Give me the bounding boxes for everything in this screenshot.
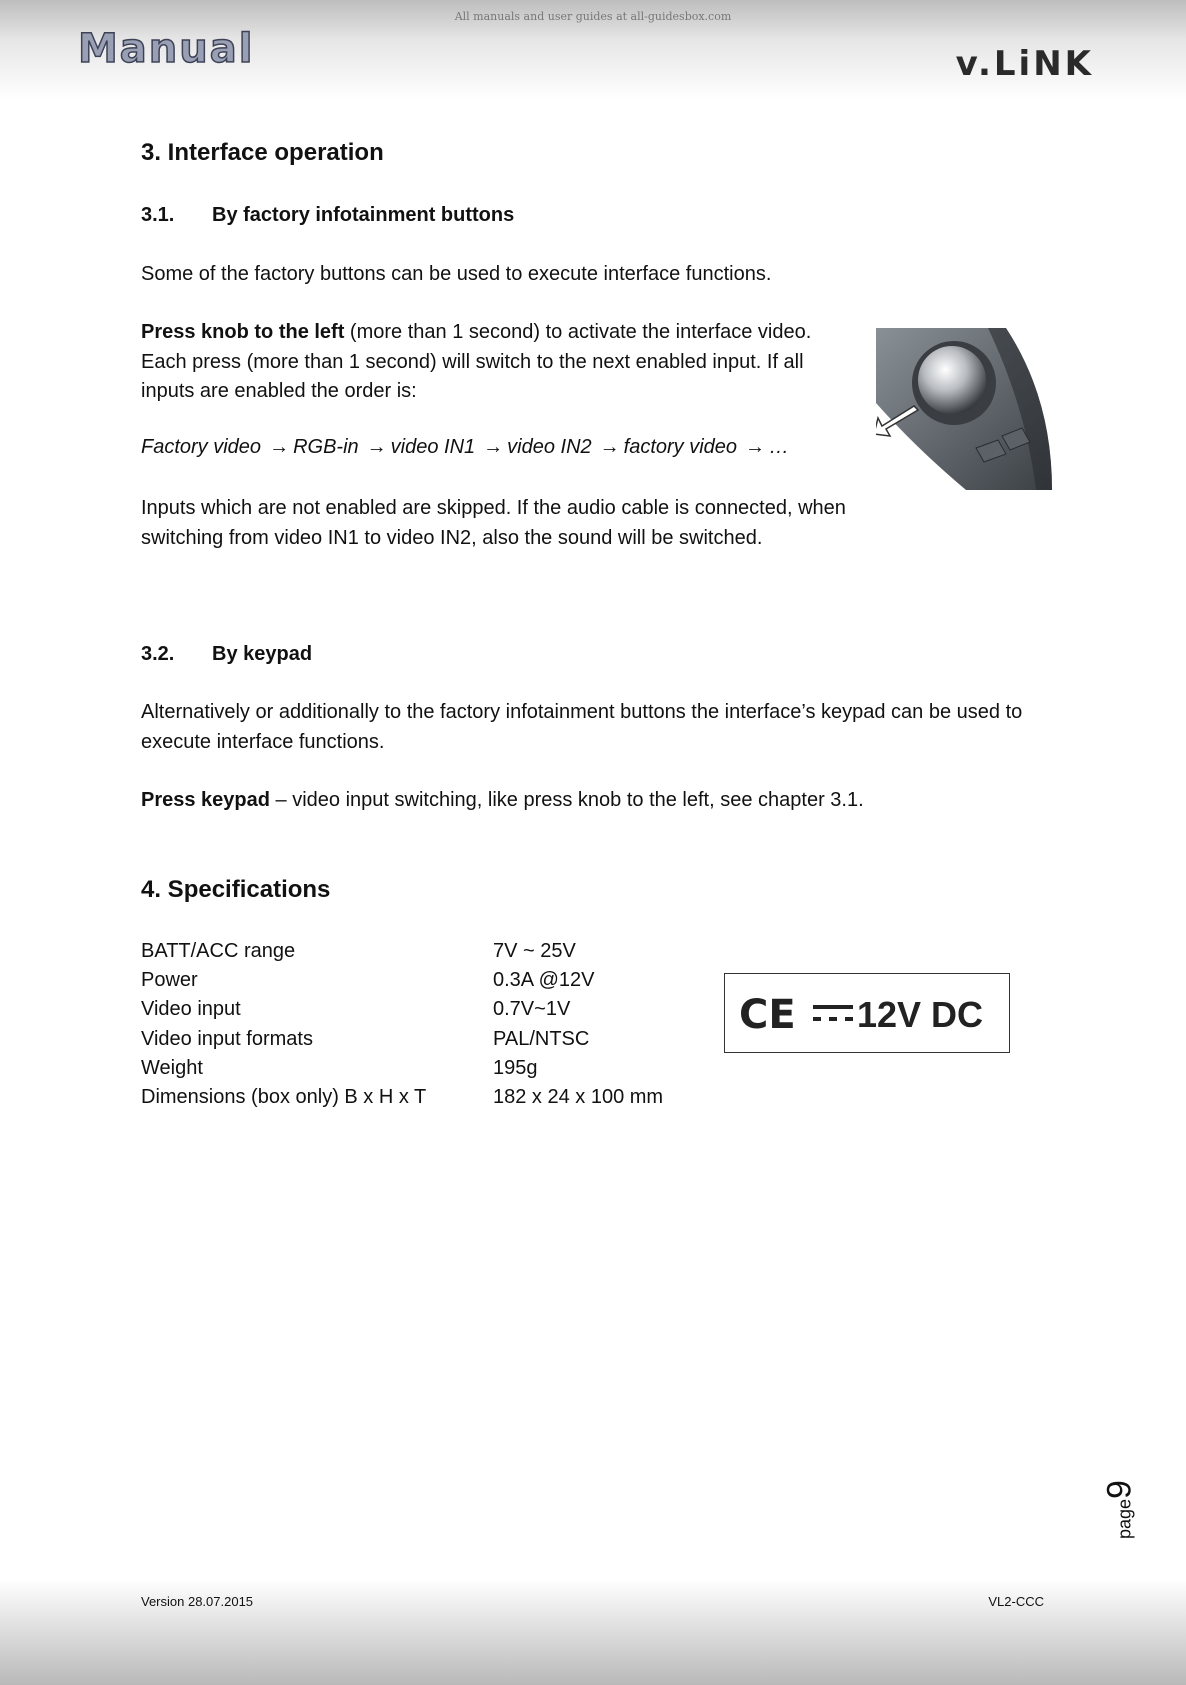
spec-value: 182 x 24 x 100 mm (493, 1086, 664, 1108)
arrow-right-icon: → (483, 436, 504, 458)
arrow-right-icon: → (599, 436, 620, 458)
section-3-title: 3. Interface operation (141, 139, 384, 166)
section-4-title: 4. Specifications (141, 876, 331, 903)
chain-item: … (769, 436, 790, 458)
press-keypad-text: – video input switching, like press knob to the left, see chapter 3.1. (269, 789, 864, 811)
spec-label: Video input formats (141, 1028, 313, 1050)
version-text: Version 28.07.2015 (141, 1594, 254, 1609)
press-knob-bold: Press knob to the left (141, 321, 345, 343)
ce-voltage-text: 12V DC (857, 994, 984, 1035)
section-3-1-heading (141, 204, 514, 227)
input-order-chain (141, 436, 789, 459)
arrow-right-icon: → (269, 436, 290, 458)
chain-item: video IN1 (390, 436, 476, 458)
spec-value: 0.7V~1V (493, 998, 571, 1020)
spec-label: Power (141, 969, 198, 991)
press-keypad-bold: Press keypad (141, 789, 270, 811)
arrow-right-icon: → (745, 436, 766, 458)
page-word: page (1114, 1498, 1135, 1539)
section-3-2-intro: Alternatively or additionally to the factory infotainment buttons the interface’s keypad can be used to execute interface functions. (141, 701, 1023, 753)
spec-label: BATT/ACC range (141, 940, 296, 962)
chain-item: RGB-in (293, 436, 359, 458)
section-3-1-number: 3.1. (141, 204, 175, 226)
spec-value: PAL/NTSC (493, 1028, 590, 1050)
press-keypad-paragraph (141, 786, 1031, 816)
spec-label: Dimensions (box only) B x H x T (141, 1086, 427, 1108)
spec-value: 0.3A @12V (493, 969, 595, 991)
manual-logo: Manual (78, 26, 255, 72)
arrow-right-icon: → (366, 436, 387, 458)
press-knob-text: (more than 1 second) to activate the interface video. Each press (more than 1 second) will switch to the next enabled input. If all inputs are enabled the order is: (141, 321, 812, 402)
idrive-knob-image (876, 328, 1052, 490)
ce-mark-text: CE (739, 992, 796, 1038)
section-3-1-intro: Some of the factory buttons can be used to execute interface functions. (141, 263, 772, 285)
spec-value: 195g (493, 1057, 538, 1079)
spec-value: 7V ~ 25V (493, 940, 576, 962)
page-number-value: 9 (1100, 1480, 1139, 1499)
chain-item: factory video (623, 436, 738, 458)
section-3-1-title: By factory infotainment buttons (212, 204, 515, 226)
section-3-2-number: 3.2. (141, 643, 175, 665)
chain-item: video IN2 (507, 436, 592, 458)
page-number (1100, 1460, 1140, 1550)
watermark-text: All manuals and user guides at all-guidesbox.com (454, 10, 732, 23)
ce-mark-box (724, 973, 1010, 1053)
vlink-logo: v.LiNK (955, 44, 1094, 84)
press-knob-paragraph (141, 318, 851, 407)
model-text: VL2-CCC (988, 1594, 1044, 1609)
spec-label: Weight (141, 1057, 203, 1079)
section-3-2-title: By keypad (212, 643, 313, 665)
chain-item: Factory video (141, 436, 262, 458)
spec-label: Video input (141, 998, 241, 1020)
skipped-inputs-paragraph: Inputs which are not enabled are skipped. If the audio cable is connected, when switching from video IN1 to video IN2, also the sound will be switched. (141, 497, 846, 549)
section-3-2-heading (141, 643, 312, 666)
